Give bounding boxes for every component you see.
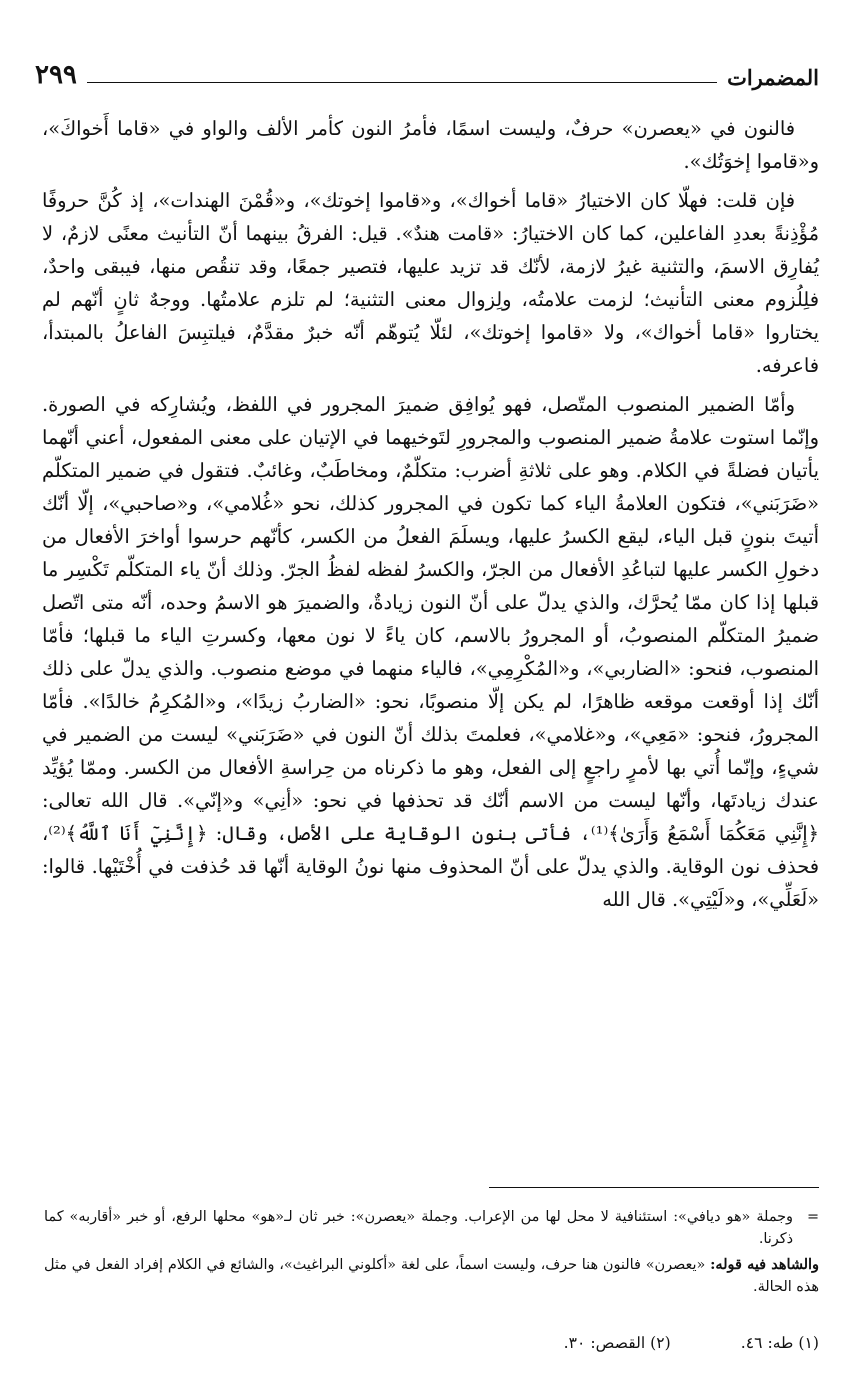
quran-references [44,1334,819,1352]
footnote-ref-1: (١) طه: ٤٦. [740,1334,819,1352]
footnote-continuation [44,1206,819,1250]
footnote-separator [489,1187,819,1188]
continuation-mark: = [806,1209,819,1225]
witness-note [44,1254,819,1298]
footnote-continuation-text: وجملة «هو ديافي»: استئنافية لا محل لها من الإعراب. وجملة «يعصرن»: خبر ثان لـ«هو» محلها الرفع، أو خبر «أقاربه» كما ذكرنا. [44,1209,793,1247]
footnotes [44,1206,819,1302]
witness-text: «يعصرن» فالنون هنا حرف، وليست اسماً، على لغة «أكلوني البراغيث»، والشائع في الكلام إفراد الفعل في مثل هذه الحالة. [44,1257,819,1295]
page-number: ٢٩٩ [35,60,77,90]
paragraph: وأمّا الضمير المنصوب المتّصل، فهو يُوافِق ضميرَ المجرور في اللفظ، ويُشارِكه في الصورة. وإنّما استوت علامةُ ضمير المنصوب والمجرورِ لتَوخيهما في الإتيان على معنى المفعول، أعني أنّهما يأتيان فضلةً في الكلام. وهو على ثلاثةِ أضرب: متكلّمٌ، ومخاطَبٌ، وغائبٌ. فتقول في ضمير المتكلّم «ضَرَبَني»، فتكون العلامةُ الياء كما تكون في المجرور كذلك، نحو «غُلامي»، و«صاحبي»، إلّا أنّك أتيتَ بنونٍ قبل الياء، ليقع الكسرُ عليها، ويسلَمَ الفعلُ من الكسر، كأنّهم حرسوا أواخرَ الأفعال من دخولِ الكسر عليها لتباعُدِ الأفعال من الجرّ، والكسرُ لفظه لفظُ الجرّ. وذلك أنّ ياء المتكلّم تَكْسِر ما قبلها إذا كان ممّا يُحرَّك، والذي يدلّ على أنّ النون زيادةٌ، والضميرَ هو الاسمُ وحده، أنّه متى اتّصل ضميرُ المتكلّم المنصوبُ، أو المجرورُ بالاسم، كان ياءً لا نون معها، وكسرتِ الياء ما قبلها؛ فأمّا المنصوب، فنحو: «الضاربي»، و«المُكْرِمِي»، فالياء منهما في موضع منصوب. والذي يدلّ على ذلك أنّك إذا أوقعت موقعه ظاهرًا، لم يكن إلّا منصوبًا، نحو: «الضاربُ زيدًا»، و«المُكرِمُ خالدًا». فأمّا المجرورُ، فنحو: «مَعِي»، و«غلامي»، فعلمتَ بذلك أنّ النون في «ضَرَبَني» ليست من الضمير في شيءٍ، وإنّما أُتي بها لأمرٍ راجعٍ إلى الفعل، وهو ما ذكرناه من حِراسةِ الأفعال من الكسر. وممّا يُؤيِّد عندك زيادتَها، وأنّها ليست من الاسم أنّك قد تحذفها في نحو: «أنِي» و«إنّي». قال الله تعالى: ﴿إِنَّنِي مَعَكُمَا أَسْمَعُ وَأَرَىٰ﴾⁽¹⁾، فأتى بنون الوقاية على الأصل، وقال: ﴿إِنَّنِيٓ أَنَا ٱللَّهُ﴾⁽²⁾، فحذف نون الوقاية. والذي يدلّ على أنّ المحذوف منها نونُ الوقاية أنّها قد حُذفت في أُخْتَيْها. قالوا: «لَعَلِّي»، و«لَيْتِي». قال الله [42,393,819,911]
paragraph: فالنون في «يعصرن» حرفٌ، وليست اسمًا، فأمرُ النون كأمر الألف والواو في «قاما أَخواكَ»، و«قاموا إخوَتُك». [42,117,819,173]
header-rule [87,82,717,83]
footnote-ref-2: (٢) القصص: ٣٠. [563,1334,671,1352]
main-text [42,112,819,922]
running-title: المضمرات [727,65,819,90]
page-header [35,52,819,88]
witness-label: والشاهد فيه قوله: [710,1256,820,1273]
paragraph: فإن قلت: فهلّا كان الاختيارُ «قاما أخواك»، و«قاموا إخوتك»، و«قُمْنَ الهندات»، إذ كُنَّ حروفًا مُؤْذِنةً بعددِ الفاعلين، كما كان الاختيارُ: «قامت هندٌ». قيل: الفرقُ بينهما أنّ التأنيث معنًى لازمٌ، لا يُفارِق الاسمَ، والتثنية غيرُ لازمة، لأنّك قد تزيد عليها، فتصير جمعًا، وقد تنقُص منها، فيبقى واحدٌ، فلِلُزوم معنى التأنيث؛ لزمت علامتُه، ولِزوال معنى التثنية؛ لم تلزم علامتُها. ووجهٌ ثانٍ أنّهم لم يختاروا «قاما أخواك»، ولا «قاموا إخوتك»، لئلّا يُتوهّم أنّه خبرٌ مقدَّمٌ، فيلتبِسَ الفاعلُ بالمبتدأ، فاعرفه. [42,189,819,377]
